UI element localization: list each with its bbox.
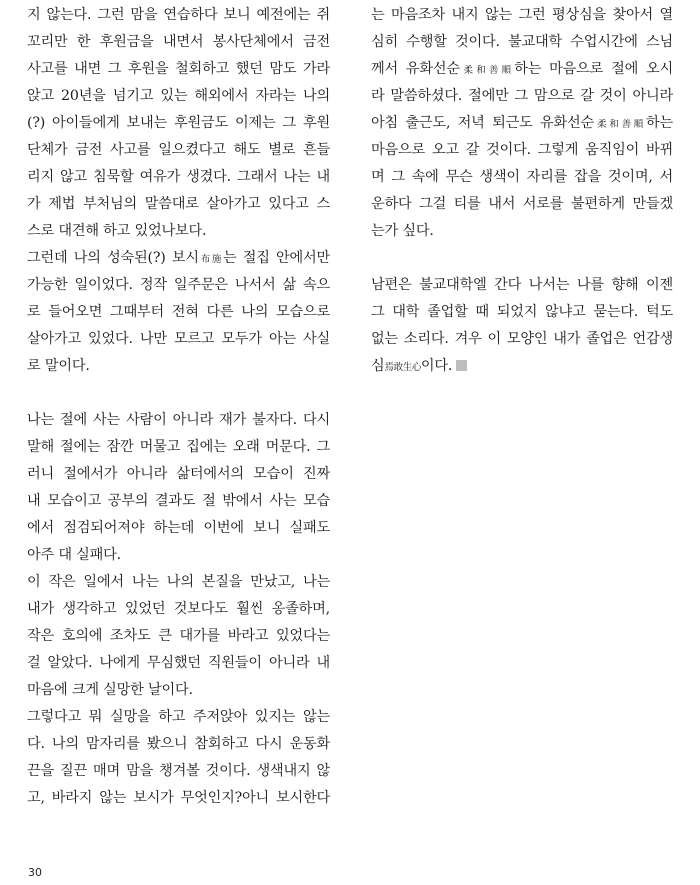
text-line: 작은 호의에 조차도 큰 대가를 바라고 있었다는 — [27, 628, 330, 644]
text-line: 가능한 일이었다. 정작 일주문은 나서서 삶 속으 — [27, 277, 330, 293]
text-run: 께서 유화선순 — [371, 61, 460, 77]
text-line: 리지 않고 침묵할 여유가 생겼다. 그래서 나는 내 — [27, 169, 330, 185]
text-line: 걸 알았다. 나에게 무심했던 직원들이 아니라 내 — [27, 655, 330, 671]
text-line: 그 대학 졸업할 때 되었지 않냐고 묻는다. 턱도 — [371, 304, 673, 320]
text-line: 는 마음조차 내지 않는 그런 평상심을 찾아서 열 — [371, 7, 673, 23]
hanja-annotation: 柔和善順 — [594, 119, 646, 130]
paragraph-2 — [27, 245, 330, 380]
paragraph-3 — [27, 407, 330, 569]
text-line: 라 말씀하셨다. 절에만 그 맘으로 갈 것이 아니라 — [371, 88, 673, 104]
paragraph-gap — [27, 380, 330, 407]
text-line: 없는 소리다. 겨우 이 모양인 내가 졸업은 언감생 — [371, 331, 673, 347]
hanja-annotation: 布施 — [198, 254, 223, 265]
text-line — [371, 110, 673, 137]
text-line: 살아가고 있었다. 나만 모르고 모두가 아는 사실 — [27, 331, 330, 347]
text-run: 하는 마음으로 절에 오시 — [514, 61, 673, 77]
text-line: 고, 바라지 않는 보시가 무엇인지?아니 보시한다 — [27, 790, 330, 806]
paragraph-5 — [27, 704, 330, 812]
text-run: 하는 — [645, 115, 673, 131]
paragraph-6 — [371, 2, 673, 245]
hanja-annotation: 柔和善順 — [459, 65, 515, 76]
text-line: 다. 나의 맘자리를 봤으니 참회하고 다시 운동화 — [27, 736, 330, 752]
text-line: 나는 절에 사는 사람이 아니라 재가 불자다. 다시 — [27, 412, 330, 428]
text-line: 단체가 금전 사고를 일으켰다고 해도 별로 흔들 — [27, 142, 330, 158]
text-line: 끈을 질끈 매며 맘을 챙겨볼 것이다. 생색내지 않 — [27, 763, 330, 779]
text-run: 이다. — [420, 358, 453, 374]
text-line: 그렇다고 뭐 실망을 하고 주저앉아 있지는 않는 — [27, 709, 330, 725]
paragraph-1 — [27, 2, 330, 245]
text-line — [371, 56, 673, 83]
text-run: 그런데 나의 성숙된(?) 보시 — [27, 250, 199, 266]
text-line: 마음에 크게 실망한 날이다. — [27, 682, 193, 698]
text-line: 운하다 그걸 티를 내서 서로를 불편하게 만들겠 — [371, 196, 673, 212]
text-line: 에서 점검되어져야 하는데 이번에 보니 실패도 — [27, 520, 330, 536]
paragraph-gap — [371, 245, 673, 272]
text-line: 로 말이다. — [27, 358, 90, 374]
paragraph-7 — [371, 272, 673, 380]
text-run: 는 절집 안에서만 — [222, 250, 330, 266]
text-line: (?) 아이들에게 보내는 후원금도 이제는 그 후원 — [27, 115, 330, 131]
text-line: 남편은 불교대학엘 간다 나서는 나를 향해 이젠 — [371, 277, 673, 293]
text-run: 아침 출근도, 저녁 퇴근도 유화선순 — [371, 115, 595, 131]
text-line: 가 제법 부처님의 말씀대로 살아가고 있다고 스 — [27, 196, 330, 212]
text-line: 말해 절에는 잠깐 머물고 집에는 오래 머문다. 그 — [27, 439, 330, 455]
page-number: 30 — [28, 866, 42, 879]
text-line: 마음으로 오고 갈 것이다. 그렇게 움직임이 바뀌 — [371, 142, 673, 158]
text-line: 러니 절에서가 아니라 삶터에서의 모습이 진짜 — [27, 466, 330, 482]
text-line: 사고를 내면 그 후원을 철회하고 했던 맘도 가라 — [27, 61, 330, 77]
text-line: 심히 수행할 것이다. 불교대학 수업시간에 스님 — [371, 34, 673, 50]
hanja-annotation: 焉敢生心 — [384, 362, 421, 373]
end-of-article-mark — [456, 360, 467, 371]
paragraph-4 — [27, 569, 330, 704]
text-run: 심 — [371, 358, 385, 374]
text-line: 내 모습이고 공부의 결과도 절 밖에서 사는 모습 — [27, 493, 330, 509]
left-column — [27, 2, 330, 812]
text-line: 꼬리만 한 후원금을 내면서 봉사단체에서 금전 — [27, 34, 330, 50]
text-line: 스로 대견해 하고 있었나보다. — [27, 223, 207, 239]
text-line: 며 그 속에 무슨 생색이 자리를 잡을 것이며, 서 — [371, 169, 673, 185]
text-line — [27, 245, 330, 272]
text-line: 앉고 20년을 넘기고 있는 해외에서 자라는 나의 — [27, 88, 330, 104]
text-line: 아주 대 실패다. — [27, 547, 121, 563]
right-column — [371, 2, 673, 380]
text-line: 는가 싶다. — [371, 223, 434, 239]
text-line: 지 않는다. 그런 맘을 연습하다 보니 예전에는 쥐 — [27, 7, 330, 23]
text-line — [371, 353, 673, 380]
text-line: 내가 생각하고 있었던 것보다도 훨씬 옹졸하며, — [27, 601, 330, 617]
text-line: 로 들어오면 그때부터 전혀 다른 나의 모습으로 — [27, 304, 330, 320]
text-line: 이 작은 일에서 나는 나의 본질을 만났고, 나는 — [27, 574, 330, 590]
